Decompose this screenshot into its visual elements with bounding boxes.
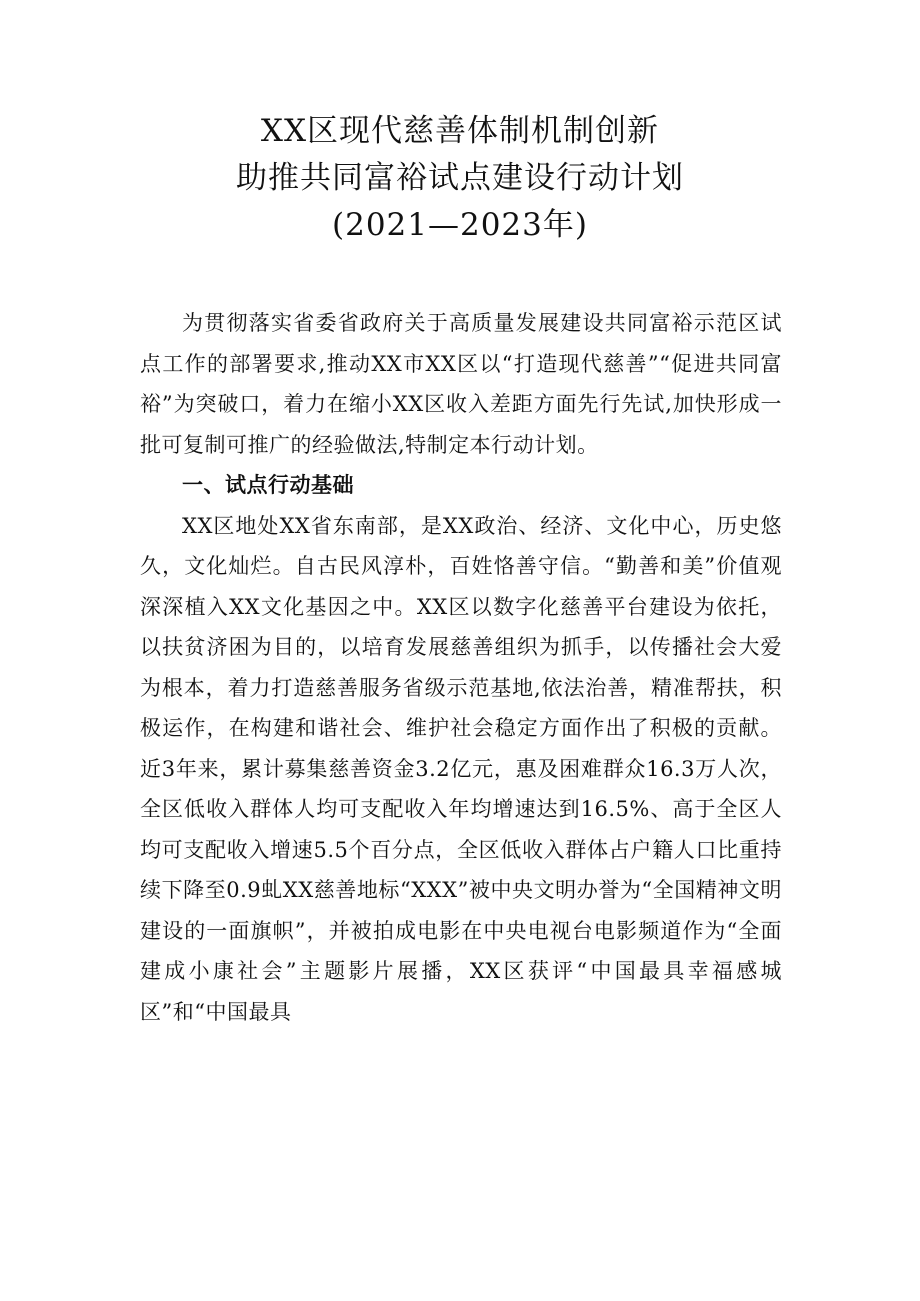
section-1-paragraph: XX区地处XX省东南部，是XX政治、经济、文化中心，历史悠久，文化灿烂。自古民风淳朴，百姓恪善守信。“勤善和美”价值观深深植入XX文化基因之中。XX区以数字化慈善平台建设为依托，以扶贫济困为目的，以培育发展慈善组织为抓手，以传播社会大爱为根本，着力打造慈善服务省级示范基地,依法治善，精准帮扶，积极运作，在构建和谐社会、维护社会稳定方面作出了积极的贡献。近3年来，累计募集慈善资金3.2亿元，惠及困难群众16.3万人次，全区低收入群体人均可支配收入年均增速达到16.5%、高于全区人均可支配收入增速5.5个百分点，全区低收入群体占户籍人口比重持续下降至0.9虬XX慈善地标“XXX”被中央文明办誉为“全国精神文明建设的一面旗帜”，并被拍成电影在中央电视台电影频道作为“全面建成小康社会”主题影片展播，XX区获评“中国最具幸福感城区”和“中国最具 (140, 513, 782, 1024)
document-body (140, 303, 782, 1032)
title-line-2: 助推共同富裕试点建设行动计划 (236, 160, 684, 196)
document-title (0, 108, 920, 249)
title-line-1: XX区现代慈善体制机制创新 (260, 113, 660, 149)
intro-paragraph: 为贯彻落实省委省政府关于高质量发展建设共同富裕示范区试点工作的部署要求,推动XX市XX区以“打造现代慈善”“促进共同富裕”为突破口，着力在缩小XX区收入差距方面先行先试,加快形成一批可复制可推广的经验做法,特制定本行动计划。 (140, 311, 782, 457)
section-heading-1: 一、试点行动基础 (182, 473, 354, 497)
title-line-3: (2021—2023年) (332, 207, 588, 243)
